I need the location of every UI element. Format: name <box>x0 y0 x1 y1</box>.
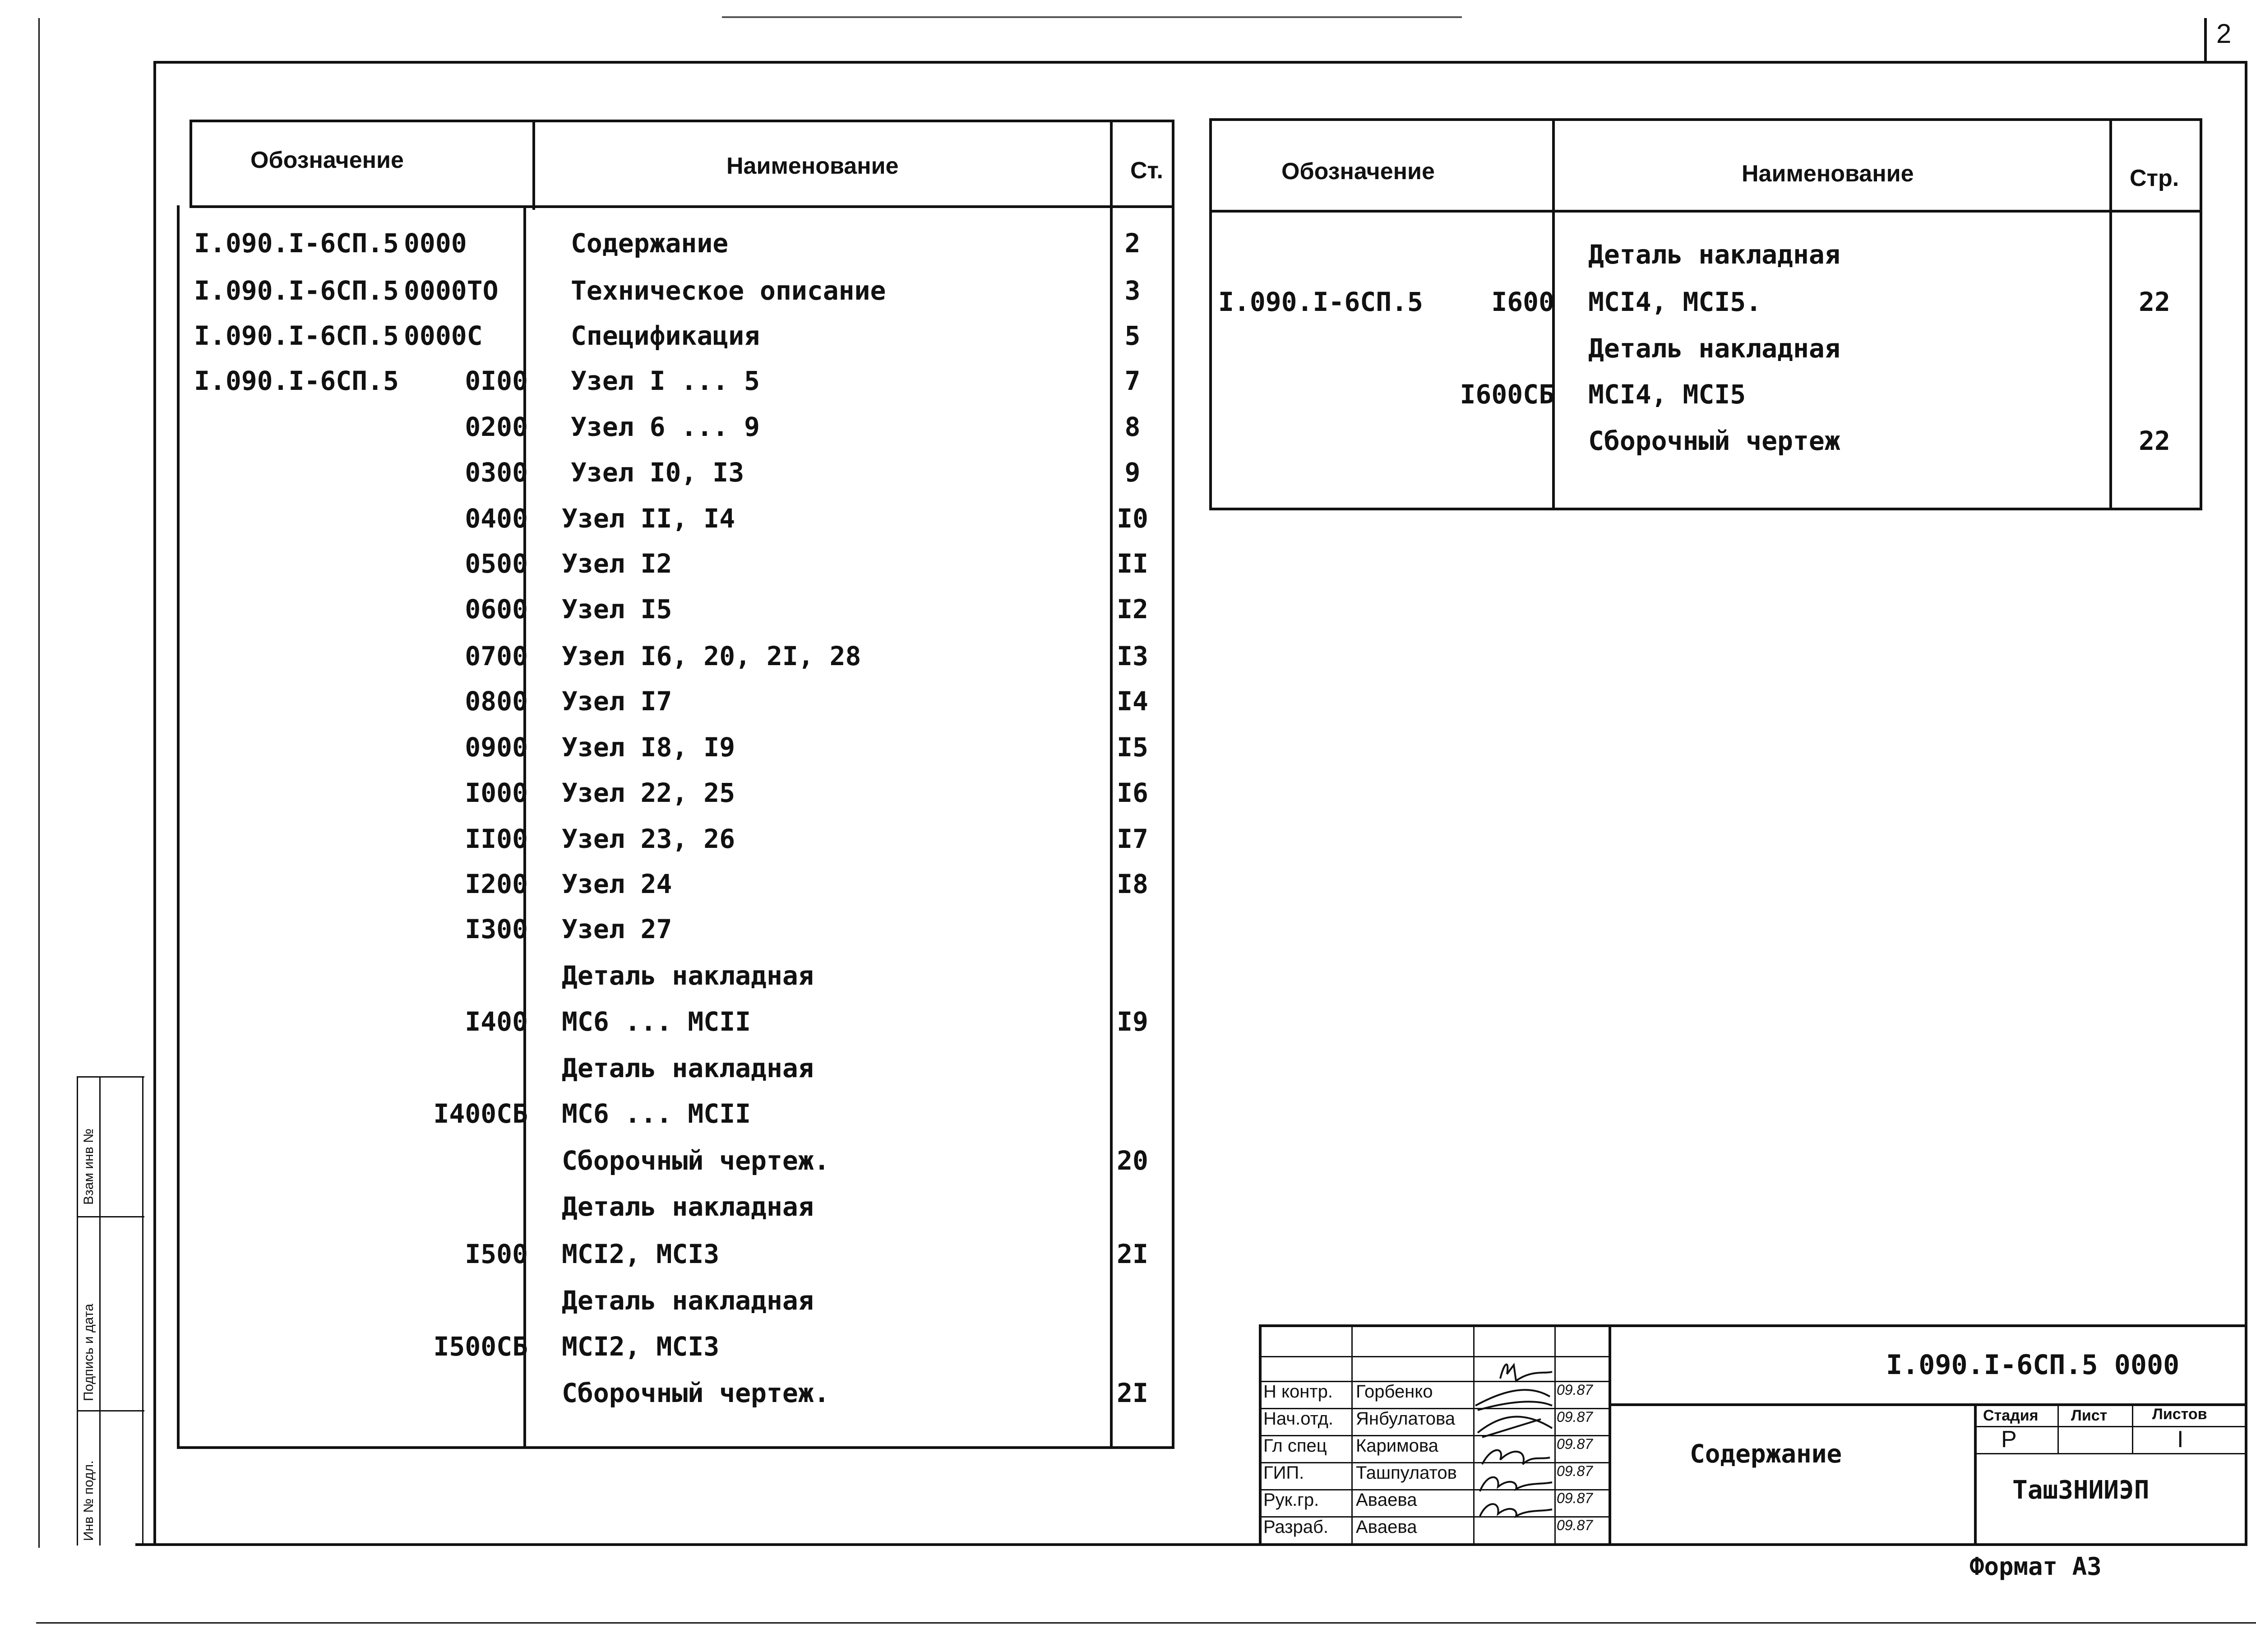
side-stamp-div2 <box>77 1410 144 1411</box>
frame-bottom <box>135 1543 2247 1546</box>
left-row-name: Узел I0, I3 <box>571 457 744 488</box>
tb-top <box>1259 1324 2247 1327</box>
left-table-header-line <box>190 205 1174 208</box>
left-row-name: Узел II, I4 <box>562 503 735 534</box>
left-row-page: II <box>1117 548 1148 579</box>
left-row-page: 2I <box>1117 1239 1148 1269</box>
signer-date: 09.87 <box>1557 1517 1593 1533</box>
left-row-page: I9 <box>1117 1006 1148 1037</box>
page-number-box-line <box>2204 18 2207 63</box>
left-row-code: 0800 <box>465 686 528 717</box>
right-table-bottom <box>1209 508 2202 510</box>
left-row-page: I7 <box>1117 824 1148 854</box>
left-row-code: 0200 <box>465 412 528 442</box>
left-row-code: I500СБ <box>433 1331 528 1362</box>
signer-date: 09.87 <box>1557 1382 1593 1398</box>
right-col2 <box>2109 118 2112 510</box>
left-row-name: Деталь накладная <box>562 1285 814 1316</box>
right-row-name: Сборочный чертеж <box>1588 426 1840 456</box>
left-row-name: Сборочный чертеж. <box>562 1145 830 1176</box>
left-row-page: I4 <box>1117 686 1148 717</box>
left-row-page: I2 <box>1117 594 1148 625</box>
signer-name: Каримова <box>1356 1436 1438 1456</box>
side-stamp-top <box>77 1076 144 1078</box>
tb-signature-right <box>1609 1324 1611 1546</box>
right-row-name: Деталь накладная <box>1588 333 1840 364</box>
right-table-right <box>2200 118 2202 510</box>
left-row-code: 0I00 <box>465 366 528 396</box>
right-header-designation: Обозначение <box>1281 158 1435 185</box>
left-col1-top <box>532 120 535 210</box>
side-stamp-right <box>142 1076 143 1546</box>
left-row-name: МС6 ... МСII <box>562 1098 751 1129</box>
left-row-code: 0400 <box>465 503 528 534</box>
left-row-prefix: I.090.I-6СП.5 <box>194 366 399 396</box>
left-row-code: 0600 <box>465 594 528 625</box>
left-row-page: I5 <box>1117 732 1148 763</box>
left-row-name: Сборочный чертеж. <box>562 1378 830 1408</box>
left-header-designation: Обозначение <box>250 147 404 173</box>
left-row-name: МС6 ... МСII <box>562 1006 751 1037</box>
left-col3 <box>1172 120 1174 1449</box>
replace-inv-label: Взам инв № <box>81 1128 96 1205</box>
left-row-page: 8 <box>1124 412 1141 442</box>
left-row-name: Узел I5 <box>562 594 672 625</box>
left-row-page: I3 <box>1117 641 1148 671</box>
frame-top <box>153 61 2247 64</box>
page-number: 2 <box>2216 19 2232 49</box>
left-row-name: Узел I2 <box>562 548 672 579</box>
left-row-code: 0700 <box>465 641 528 671</box>
right-row-prefix: I.090.I-6СП.5 <box>1218 287 1423 317</box>
side-stamp-mid <box>99 1076 101 1546</box>
left-header-page: Ст. <box>1130 157 1163 184</box>
right-row-code: I600 <box>1491 287 1554 317</box>
left-row-code: I400 <box>465 1006 528 1037</box>
signer-role: Рук.гр. <box>1263 1490 1319 1510</box>
left-row-page: 7 <box>1124 366 1141 396</box>
right-table-header-line <box>1209 210 2202 213</box>
left-row-code: I500 <box>465 1239 528 1269</box>
left-row-name: Узел I ... 5 <box>571 366 760 396</box>
tb-stage-label: Стадия <box>1983 1407 2039 1424</box>
signer-name: Авaева <box>1356 1517 1417 1537</box>
left-row-code: 0000 <box>404 228 467 259</box>
left-row-code: 0300 <box>465 457 528 488</box>
left-row-code: 0000ТО <box>404 275 499 306</box>
signer-date: 09.87 <box>1557 1463 1593 1479</box>
right-row-name: МСI4, МСI5 <box>1588 379 1746 410</box>
left-row-name: Узел I8, I9 <box>562 732 735 763</box>
left-table-left <box>177 205 180 1449</box>
signer-date: 09.87 <box>1557 1490 1593 1506</box>
signer-name: Янбулатова <box>1356 1409 1455 1429</box>
tb-sheet-col <box>2132 1403 2133 1453</box>
left-row-page: 5 <box>1124 320 1141 351</box>
left-row-page: 2 <box>1124 228 1141 259</box>
side-stamp-left <box>77 1076 78 1546</box>
tb-document-code: I.090.I-6СП.5 0000 <box>1886 1349 2180 1381</box>
left-row-page: I8 <box>1117 869 1148 899</box>
left-row-name: Узел I6, 20, 2I, 28 <box>562 641 861 671</box>
tb-sheets-value: I <box>2177 1426 2184 1453</box>
left-row-code: I200 <box>465 869 528 899</box>
left-row-name: Спецификация <box>571 320 760 351</box>
left-table-top <box>190 120 1174 122</box>
left-row-name: Узел I7 <box>562 686 672 717</box>
left-row-code: 0900 <box>465 732 528 763</box>
left-row-prefix: I.090.I-6СП.5 <box>194 275 399 306</box>
left-header-name: Наименование <box>726 153 899 179</box>
left-row-page: 3 <box>1124 275 1141 306</box>
left-row-page: I0 <box>1117 503 1148 534</box>
tb-title-right <box>1974 1403 1977 1546</box>
top-streak <box>722 16 1462 18</box>
inv-no-label: Инв № подл. <box>81 1460 96 1541</box>
cut-line <box>36 1622 2256 1624</box>
binding-edge <box>38 18 40 1548</box>
right-row-page: 22 <box>2139 287 2170 317</box>
left-table-bottom <box>177 1446 1174 1449</box>
tb-stage-value-line <box>1974 1453 2247 1454</box>
signer-date: 09.87 <box>1557 1436 1593 1452</box>
signature-scribbles <box>1473 1356 1554 1546</box>
right-header-name: Наименование <box>1742 161 1914 187</box>
tb-organization: ТашЗНИИЭП <box>2012 1476 2150 1505</box>
tb-sheet-label: Лист <box>2071 1407 2108 1424</box>
side-stamp-div1 <box>77 1216 144 1217</box>
left-row-name: Деталь накладная <box>562 1191 814 1222</box>
signer-role: Н контр. <box>1263 1382 1333 1402</box>
right-row-page: 22 <box>2139 426 2170 456</box>
tb-document-title: Содержание <box>1690 1439 1842 1469</box>
left-row-name: Содержание <box>571 228 729 259</box>
left-row-prefix: I.090.I-6СП.5 <box>194 320 399 351</box>
right-row-name: МСI4, МСI5. <box>1588 287 1762 317</box>
left-row-name: МСI2, МСI3 <box>562 1239 720 1269</box>
frame-left <box>153 61 156 1546</box>
left-row-page: 20 <box>1117 1145 1148 1176</box>
signer-name: Горбенко <box>1356 1382 1433 1402</box>
signer-role: Нач.отд. <box>1263 1409 1334 1429</box>
format-label: Формат А3 <box>1969 1552 2102 1581</box>
left-row-name: МСI2, МСI3 <box>562 1331 720 1362</box>
signer-role: Разраб. <box>1263 1517 1329 1537</box>
signer-role: ГИП. <box>1263 1463 1304 1483</box>
frame-right <box>2245 61 2247 1546</box>
signer-name: Ташпулатов <box>1356 1463 1457 1483</box>
signer-date: 09.87 <box>1557 1409 1593 1425</box>
left-row-code: I400СБ <box>433 1098 528 1129</box>
left-row-page: 9 <box>1124 457 1141 488</box>
right-table-left <box>1209 118 1212 510</box>
tb-stage-col <box>2057 1403 2059 1453</box>
left-row-name: Узел 23, 26 <box>562 824 735 854</box>
left-row-name: Техническое описание <box>571 275 886 306</box>
left-row-prefix: I.090.I-6СП.5 <box>194 228 399 259</box>
left-table-left-top <box>190 120 192 208</box>
left-row-name: Узел 22, 25 <box>562 777 735 808</box>
right-row-code: I600СБ <box>1460 379 1554 410</box>
left-row-name: Деталь накладная <box>562 960 814 991</box>
tb-stage-value: Р <box>2001 1426 2017 1453</box>
signature-date-label: Подпись и дата <box>81 1304 96 1401</box>
right-table-top <box>1209 118 2202 121</box>
tb-row-a <box>1259 1356 1609 1357</box>
left-row-name: Узел 24 <box>562 869 672 899</box>
signer-name: Авaева <box>1356 1490 1417 1510</box>
left-row-code: I000 <box>465 777 528 808</box>
signer-role: Гл спец <box>1263 1436 1327 1456</box>
left-row-code: 0000С <box>404 320 483 351</box>
tb-code-bottom <box>1609 1403 2247 1406</box>
left-row-page: I6 <box>1117 777 1148 808</box>
left-row-name: Узел 6 ... 9 <box>571 412 760 442</box>
right-header-page: Стр. <box>2130 165 2179 191</box>
left-row-name: Узел 27 <box>562 914 672 944</box>
left-row-code: 0500 <box>465 548 528 579</box>
right-row-name: Деталь накладная <box>1588 239 1840 270</box>
left-row-code: I300 <box>465 914 528 944</box>
tb-sheets-label: Листов <box>2152 1406 2207 1423</box>
left-row-code: II00 <box>465 824 528 854</box>
left-row-name: Деталь накладная <box>562 1053 814 1083</box>
left-row-page: 2I <box>1117 1378 1148 1408</box>
